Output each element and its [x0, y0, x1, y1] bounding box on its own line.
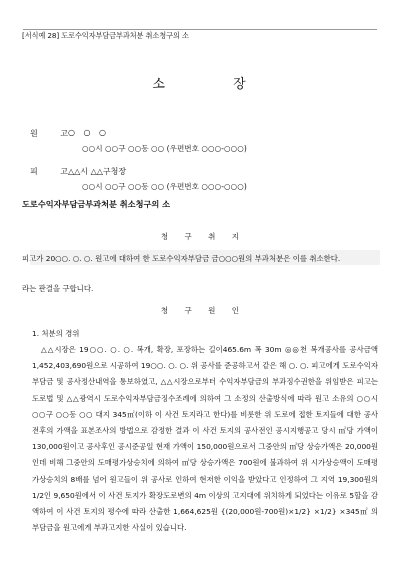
plaintiff-name: ○ ○ ○	[68, 128, 110, 137]
claim-conclusion: 라는 판결을 구합니다.	[22, 284, 94, 293]
plaintiff-label: 원 고	[30, 129, 78, 138]
case-name: 도로수익자부담금부과처분 취소청구의 소	[22, 199, 171, 209]
defendant-name: △△시 △△구청장	[68, 167, 127, 176]
section1-body: △△시장은 19○○. ○. ○. 복개, 확장, 포장하는 길이465.6m 폭 30m ◎◎천 복개공사를 공사금액 1,452,403,690원으로 시공하여 19○○. ○. ○. 위 공사를 준공하고서 같은 해 ○. ○. 피고에게 도로수익자 부담금 및 공사정산내역을 통보하였고, △△시장으로부터 수익자부담금의 부과징수권한을 위임받은 피고는 도로법 및 △△광역시 도로수익자부담금징수조례에 의하여 그 소정의 산출방식에 따라 원고 소유의 ○○시 ○○구 ○○동 ○○ 대지 345㎡(이하 이 사건 토지라고 한다)를 비롯한 위 도로에 접한 토지들에 대한 공사 전후의 가액을 표본조사의 방법으로 감정한 결과 이 사건 토지의 공사전인 공시지행공고 당시 ㎡당 가액이 130,000원이고 공사후인 공시준공일 현재 가액이 150,000원으로서 그중안의 ㎡당 상승가액은 20,000원인데 비해 그중안의 도매평가상승치에 의하여 ㎡당 상승가액은 700원에 불과하여 위 시가상승액이 도매평가상승치의 8배를 넘어 원고들이 위 공사로 인하여 현저한 이익을 받았다고 인정하여 그 지역 19,300원의 1/2인 9,650원에서 이 사건 토지가 확장도로변의 4m 이상의 고지대에 위치하게 되었다는 이유로 5할을 감액하여 이 사건 토지의 평수에 따라 산출한 1,664,625원 {(20,000원-700원)×1/2} ×1/2} ×345㎡ 의 부담금을 원고에게 부과고지한 사실이 있습니다.	[32, 345, 378, 533]
claim-heading: 청 구 취 지	[160, 232, 247, 241]
form-number: [서식예 28] 도로수익자부담금부과처분 취소청구의 소	[22, 31, 189, 40]
section1-title: 1. 처분의 경위	[32, 329, 80, 338]
plaintiff-address: ○○시 ○○구 ○○동 ○○ (우편번호 ○○○-○○○)	[82, 144, 247, 153]
header-rule	[23, 29, 377, 30]
claim-text: 피고가 20○○. ○. ○. 원고에 대하여 한 도로수익자부담금 금○○○원의 부과처분은 이를 취소한다.	[22, 254, 341, 263]
cause-heading: 청 구 원 인	[160, 306, 247, 315]
document-title: 소 장	[152, 77, 278, 92]
defendant-label: 피 고	[30, 167, 78, 176]
defendant-address: ○○시 ○○구 ○○동 ○○ (우편번호 ○○○-○○○)	[82, 182, 247, 191]
